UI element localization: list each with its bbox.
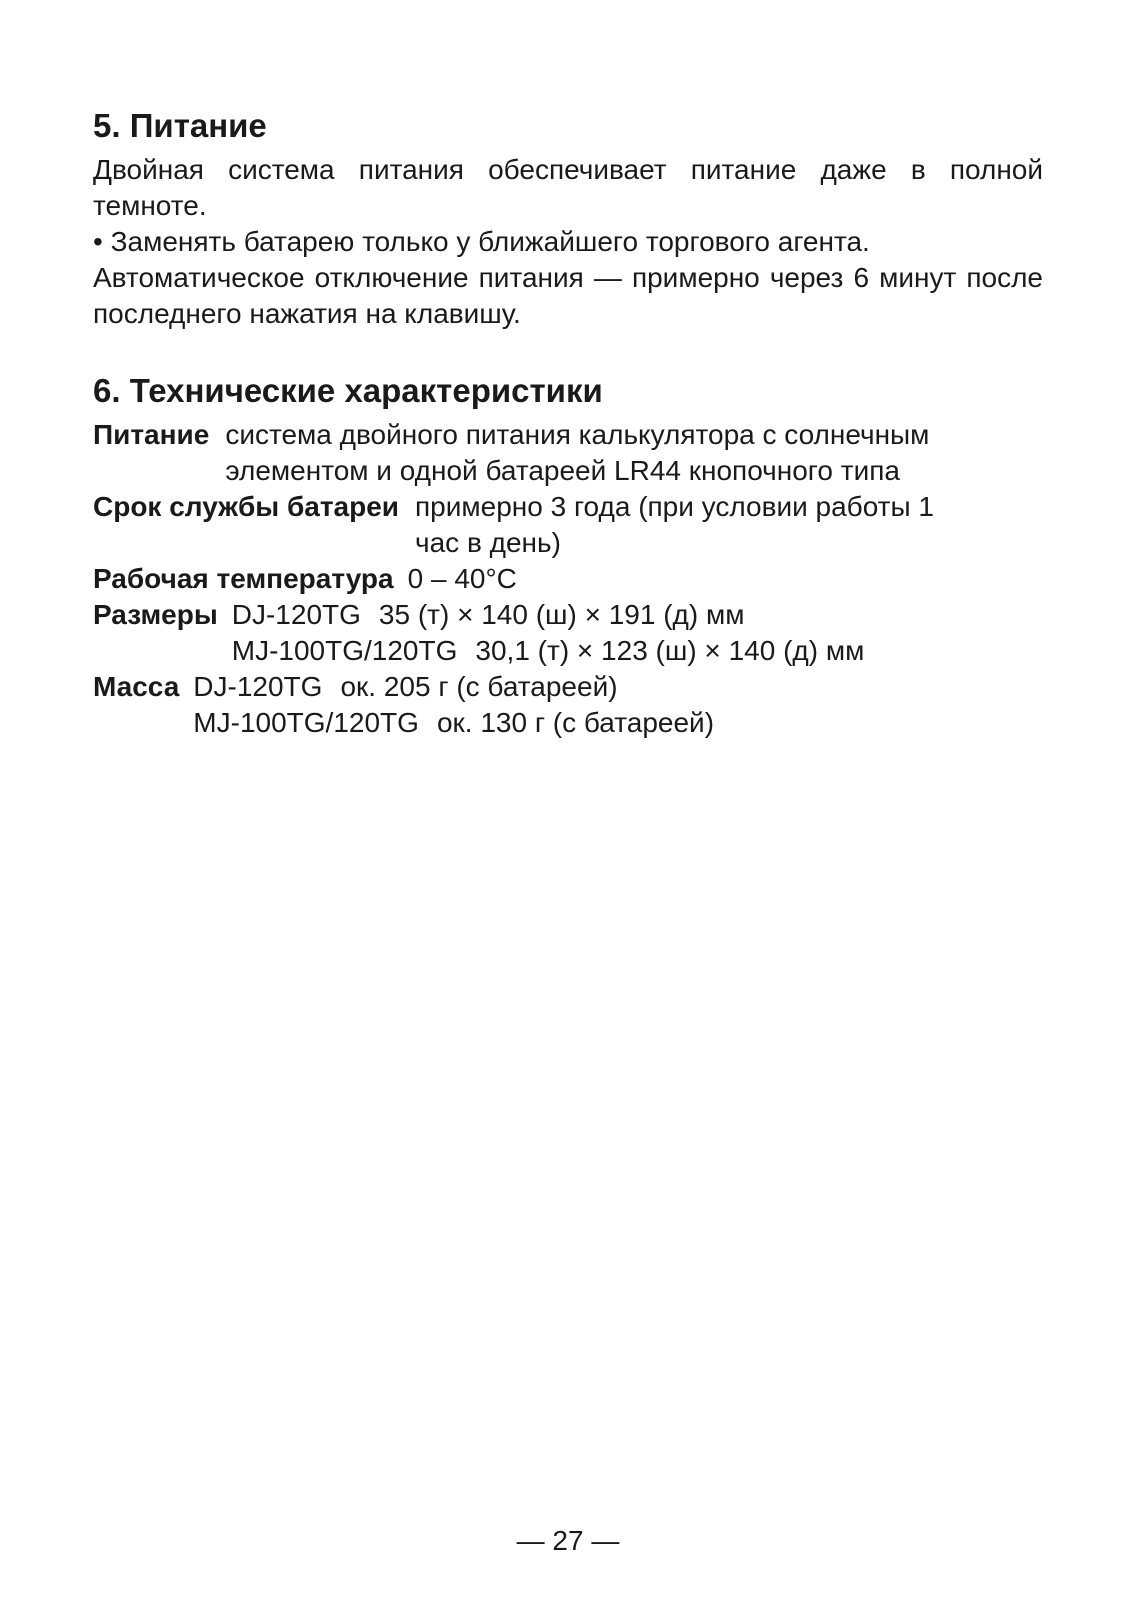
dimensions-row <box>232 633 865 669</box>
spec-battery-life-label: Срок службы батареи <box>93 491 400 522</box>
spec-list <box>93 417 1043 741</box>
mass-text: ок. 130 г (с батареей) <box>436 707 715 738</box>
document-page <box>93 106 1043 741</box>
page-number: — 27 — <box>516 1525 620 1556</box>
spec-mass-label: Масса <box>93 671 180 702</box>
model-name: MJ-100TG/120TG <box>231 635 458 666</box>
model-name: MJ-100TG/120TG <box>193 707 419 738</box>
dimensions-row <box>232 597 865 633</box>
spec-dimensions-label: Размеры <box>93 599 218 630</box>
model-name: DJ-120TG <box>231 599 361 630</box>
section-power-title: 5. Питание <box>93 107 267 144</box>
model-name: DJ-120TG <box>193 671 323 702</box>
dimensions-text: 35 (т) × 140 (ш) × 191 (д) мм <box>378 599 745 630</box>
spec-mass-value <box>193 669 714 741</box>
spec-dimensions <box>93 597 1043 669</box>
spec-power <box>93 417 1043 489</box>
mass-row <box>193 669 714 705</box>
spec-battery-life-line: час в день) <box>415 527 561 558</box>
spec-power-value <box>225 417 929 489</box>
spec-power-line: элементом и одной батареей LR44 кнопочного типа <box>225 455 900 486</box>
section-specifications <box>93 371 1043 741</box>
spec-battery-life <box>93 489 1043 561</box>
section-specifications-title: 6. Технические характеристики <box>93 372 603 409</box>
section-power <box>93 106 1043 332</box>
spec-temperature-value: 0 – 40°C <box>407 563 517 594</box>
spec-battery-life-value <box>415 489 934 561</box>
spec-temperature <box>93 561 1043 597</box>
spec-dimensions-value <box>232 597 865 669</box>
mass-row <box>193 705 714 741</box>
battery-replacement-note: • Заменять батарею только у ближайшего торгового агента. <box>93 226 870 257</box>
power-description: Двойная система питания обеспечивает питание даже в полной темноте. <box>93 154 1043 221</box>
spec-power-line: система двойного питания калькулятора с солнечным <box>225 419 930 450</box>
spec-mass <box>93 669 1043 741</box>
spec-temperature-label: Рабочая температура <box>93 563 394 594</box>
mass-text: ок. 205 г (с батареей) <box>340 671 618 702</box>
spec-battery-life-line: примерно 3 года (при условии работы 1 <box>415 491 934 522</box>
auto-power-off-note: Автоматическое отключение питания — примерно через 6 минут после последнего нажатия на клавишу. <box>93 262 1043 329</box>
dimensions-text: 30,1 (т) × 123 (ш) × 140 (д) мм <box>475 635 865 666</box>
spec-power-label: Питание <box>93 419 210 450</box>
